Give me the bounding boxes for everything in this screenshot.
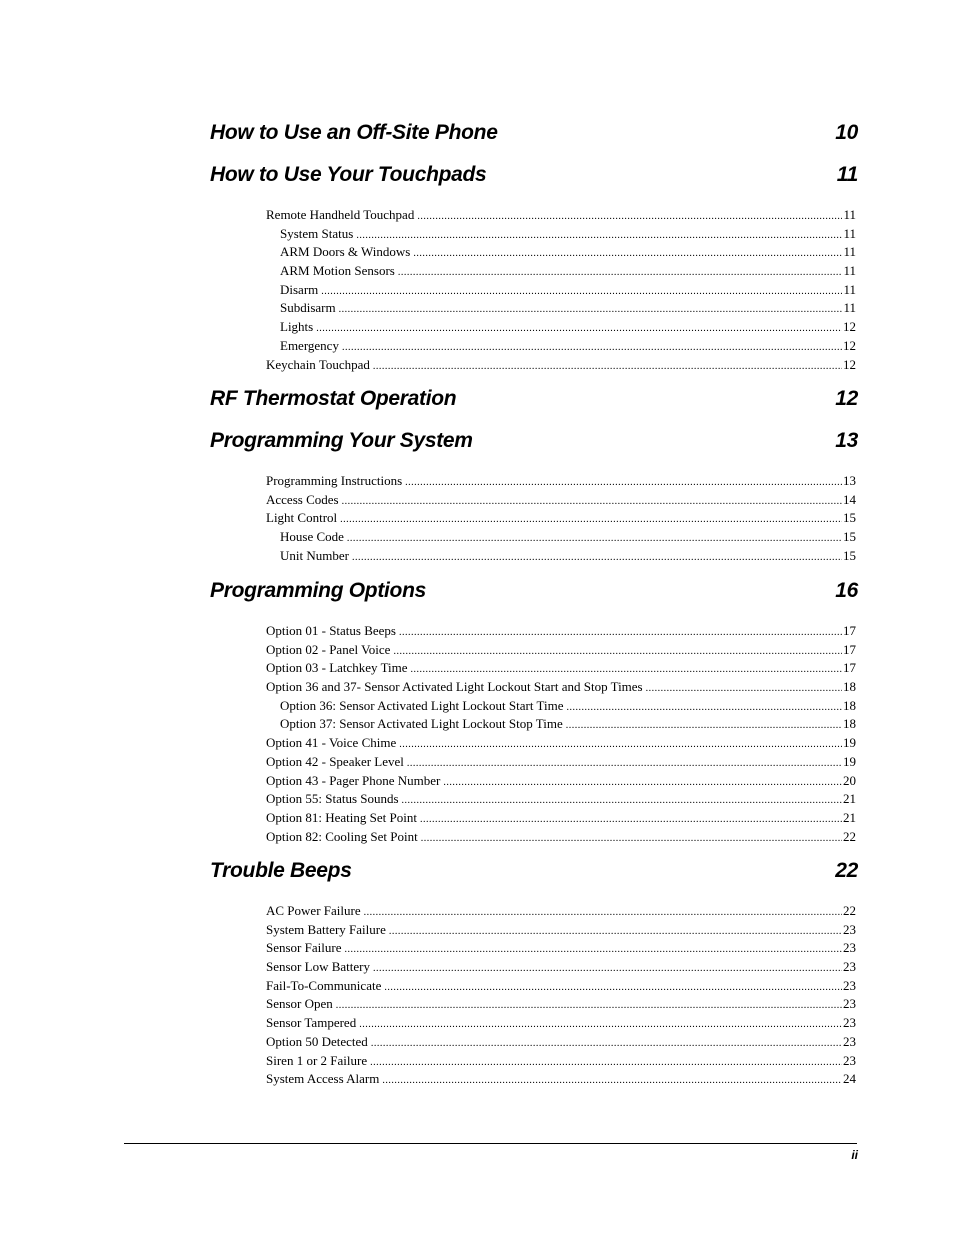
entry-page-number: 15 <box>843 510 856 526</box>
entry-label: Option 81: Heating Set Point <box>266 809 417 825</box>
dot-leader <box>382 1072 842 1091</box>
section-title: Programming Options <box>210 579 426 602</box>
entry-label: Disarm <box>280 281 319 297</box>
entry-page-number: 19 <box>843 735 856 751</box>
section-page-number: 10 <box>835 121 858 144</box>
toc-entry[interactable] <box>266 318 856 337</box>
toc-entry[interactable] <box>266 995 856 1014</box>
entry-page-number: 20 <box>843 772 856 788</box>
entry-label: Option 82: Cooling Set Point <box>266 828 418 844</box>
entry-page-number: 22 <box>843 828 856 844</box>
entry-page-number: 15 <box>843 529 856 545</box>
entry-page-number: 13 <box>843 473 856 488</box>
entry-label: Fail-To-Communicate <box>266 977 382 993</box>
toc-section-heading[interactable] <box>210 163 858 193</box>
entry-label: Access Codes <box>266 491 339 507</box>
entry-page-number: 18 <box>843 697 856 713</box>
toc-entry[interactable] <box>266 509 856 528</box>
entry-page-number: 23 <box>843 1052 856 1068</box>
section-page-number: 12 <box>835 387 858 410</box>
toc-entry[interactable] <box>266 262 856 281</box>
toc-entry[interactable] <box>266 790 856 809</box>
entry-label: Sensor Failure <box>266 940 342 956</box>
toc-entry[interactable] <box>266 921 856 940</box>
entry-page-number: 23 <box>843 996 856 1012</box>
entry-label: Option 50 Detected <box>266 1033 368 1049</box>
toc-entry[interactable] <box>266 547 856 566</box>
entry-page-number: 23 <box>843 921 856 937</box>
entry-page-number: 23 <box>843 1015 856 1031</box>
footer-page-number: ii <box>851 1148 858 1162</box>
entry-label: Option 03 - Latchkey Time <box>266 660 408 676</box>
entry-page-number: 24 <box>843 1071 856 1087</box>
entry-label: System Status <box>280 225 354 241</box>
entry-label: Subdisarm <box>280 300 336 316</box>
entry-label: Sensor Tampered <box>266 1015 357 1031</box>
footer-divider <box>124 1143 857 1144</box>
toc-entry-list <box>266 206 856 374</box>
toc-entry[interactable] <box>266 958 856 977</box>
entry-page-number: 11 <box>843 207 856 222</box>
toc-entry[interactable] <box>266 1070 856 1089</box>
entry-label: Option 37: Sensor Activated Light Lockout Stop Time <box>280 716 563 732</box>
toc-entry[interactable] <box>266 753 856 772</box>
entry-page-number: 11 <box>843 263 856 279</box>
entry-page-number: 14 <box>843 491 856 507</box>
entry-label: AC Power Failure <box>266 903 361 918</box>
entry-page-number: 19 <box>843 753 856 769</box>
entry-label: Option 42 - Speaker Level <box>266 753 404 769</box>
entry-label: Option 41 - Voice Chime <box>266 735 397 751</box>
toc-entry-list <box>266 472 856 565</box>
toc-entry[interactable] <box>266 902 856 921</box>
section-title: RF Thermostat Operation <box>210 387 457 410</box>
toc-entry[interactable] <box>266 225 856 244</box>
entry-label: House Code <box>280 529 344 545</box>
toc-entry[interactable] <box>266 206 856 225</box>
entry-page-number: 18 <box>843 716 856 732</box>
entry-label: Option 55: Status Sounds <box>266 791 399 807</box>
toc-entry[interactable] <box>266 659 856 678</box>
entry-page-number: 12 <box>843 356 856 372</box>
toc-section-heading[interactable] <box>210 579 858 609</box>
section-page-number: 11 <box>836 163 858 186</box>
entry-page-number: 11 <box>843 300 856 316</box>
entry-page-number: 11 <box>843 244 856 260</box>
toc-entry[interactable] <box>266 641 856 660</box>
dot-leader <box>352 549 842 568</box>
entry-page-number: 18 <box>843 679 856 695</box>
entry-label: Option 01 - Status Beeps <box>266 623 396 638</box>
toc-entry[interactable] <box>266 337 856 356</box>
entry-label: ARM Doors & Windows <box>280 244 411 260</box>
toc-entry[interactable] <box>266 491 856 510</box>
entry-label: System Battery Failure <box>266 921 386 937</box>
entry-label: Option 36 and 37- Sensor Activated Light Lockout Start and Stop Times <box>266 679 643 695</box>
toc-entry[interactable] <box>266 1033 856 1052</box>
entry-label: Siren 1 or 2 Failure <box>266 1052 368 1068</box>
toc-entry[interactable] <box>266 715 856 734</box>
entry-page-number: 22 <box>843 903 856 918</box>
entry-page-number: 12 <box>843 337 856 353</box>
entry-page-number: 11 <box>843 225 856 241</box>
entry-page-number: 12 <box>843 319 856 335</box>
entry-label: Option 02 - Panel Voice <box>266 641 391 657</box>
toc-entry[interactable] <box>266 281 856 300</box>
entry-label: Lights <box>280 319 314 335</box>
toc-entry[interactable] <box>266 1052 856 1071</box>
toc-section-heading[interactable] <box>210 121 858 151</box>
toc-entry[interactable] <box>266 622 856 641</box>
toc-entry[interactable] <box>266 734 856 753</box>
section-title: How to Use an Off-Site Phone <box>210 121 498 144</box>
toc-entry[interactable] <box>266 828 856 847</box>
toc-entry-list <box>266 902 856 1089</box>
toc-entry[interactable] <box>266 939 856 958</box>
entry-label: Sensor Low Battery <box>266 959 370 975</box>
entry-page-number: 21 <box>843 809 856 825</box>
entry-label: Unit Number <box>280 547 349 563</box>
entry-label: Option 36: Sensor Activated Light Lockout Start Time <box>280 697 564 713</box>
section-page-number: 13 <box>835 429 858 452</box>
entry-page-number: 17 <box>843 623 856 638</box>
entry-page-number: 17 <box>843 641 856 657</box>
entry-page-number: 17 <box>843 660 856 676</box>
toc-entry[interactable] <box>266 678 856 697</box>
entry-label: ARM Motion Sensors <box>280 263 395 279</box>
section-title: How to Use Your Touchpads <box>210 163 487 186</box>
toc-entry[interactable] <box>266 1014 856 1033</box>
toc-entry[interactable] <box>266 772 856 791</box>
toc-section-heading[interactable] <box>210 859 858 889</box>
entry-page-number: 23 <box>843 977 856 993</box>
toc-entry[interactable] <box>266 809 856 828</box>
section-title: Programming Your System <box>210 429 473 452</box>
toc-entry[interactable] <box>266 243 856 262</box>
dot-leader <box>373 358 842 377</box>
toc-entry[interactable] <box>266 299 856 318</box>
entry-page-number: 11 <box>843 281 856 297</box>
entry-label: Light Control <box>266 510 338 526</box>
toc-section-heading[interactable] <box>210 387 858 417</box>
toc-entry[interactable] <box>266 977 856 996</box>
entry-label: Programming Instructions <box>266 473 403 488</box>
entry-label: Remote Handheld Touchpad <box>266 207 415 222</box>
entry-page-number: 23 <box>843 959 856 975</box>
entry-label: Option 43 - Pager Phone Number <box>266 772 441 788</box>
toc-entry[interactable] <box>266 472 856 491</box>
toc-entry-list <box>266 622 856 846</box>
section-title: Trouble Beeps <box>210 859 352 882</box>
section-page-number: 22 <box>835 859 858 882</box>
toc-section-heading[interactable] <box>210 429 858 459</box>
entry-label: Sensor Open <box>266 996 333 1012</box>
toc-entry[interactable] <box>266 356 856 375</box>
entry-page-number: 23 <box>843 1033 856 1049</box>
entry-label: Emergency <box>280 337 339 353</box>
entry-page-number: 15 <box>843 547 856 563</box>
dot-leader <box>421 830 842 849</box>
entry-page-number: 21 <box>843 791 856 807</box>
entry-page-number: 23 <box>843 940 856 956</box>
toc-entry[interactable] <box>266 697 856 716</box>
entry-label: Keychain Touchpad <box>266 356 370 372</box>
entry-label: System Access Alarm <box>266 1071 380 1087</box>
section-page-number: 16 <box>835 579 858 602</box>
toc-entry[interactable] <box>266 528 856 547</box>
